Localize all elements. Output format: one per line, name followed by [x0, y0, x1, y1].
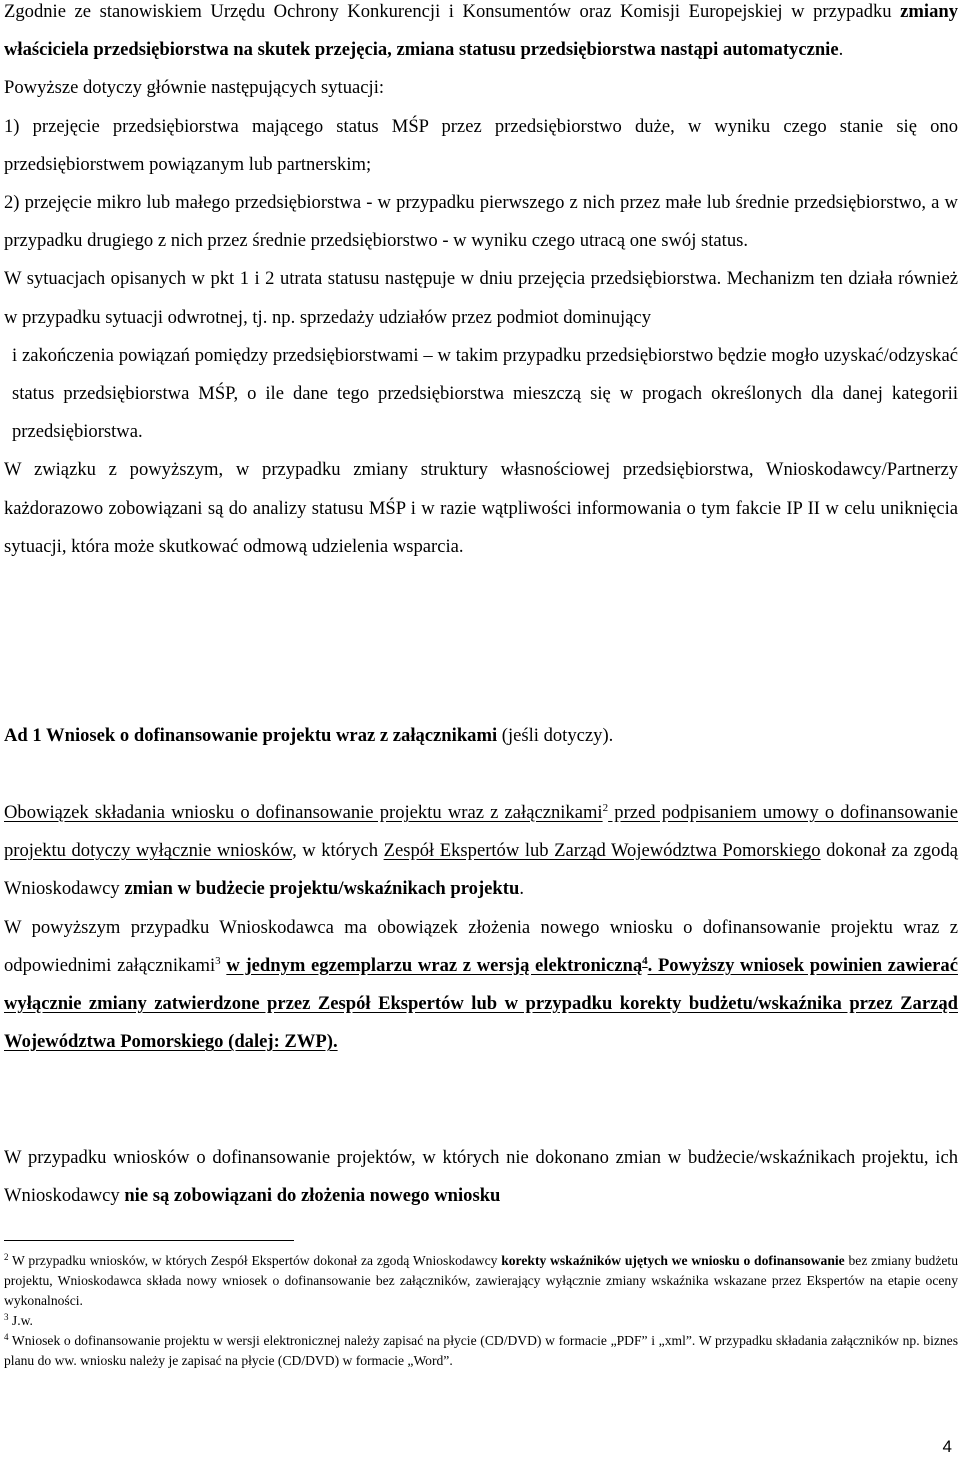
paragraph-new-application [4, 909, 958, 1062]
bold-underlined-text-run: . Powyższy wniosek powinien zawierać wyłącznie zmiany zatwierdzone przez Zespół Ekspertów lub w przypadku korekty budżetu/wskaźnika przez Zarząd Województwa Pomorskiego (dalej: ZWP). [4, 954, 958, 1053]
paragraph-no-change [4, 1139, 958, 1215]
section-body [4, 794, 958, 1061]
paragraph-ownership-change: W związku z powyższym, w przypadku zmiany struktury własnościowej przedsiębiorstwa, Wnioskodawcy/Partnerzy każdorazowo zobowiązani są do analizy statusu MŚP i w razie wątpliwości informowania o tym fakcie IP II w celu uniknięcia sytuacji, która może skutkować odmową udzielenia wsparcia. [4, 459, 958, 557]
page-number: 4 [942, 1437, 952, 1456]
footnote-ref-4: 4 [642, 954, 648, 967]
footnote-number: 4 [4, 1332, 9, 1342]
heading-bold-text: Ad 1 Wniosek o dofinansowanie projektu wraz z załącznikami [4, 725, 498, 746]
paragraph-situations-intro: Powyższe dotyczy głównie następujących sytuacji: [4, 77, 385, 99]
footnotes [4, 1251, 958, 1371]
bold-underlined-text-run: w jednym egzemplarzu wraz z wersją elektroniczną [226, 954, 643, 976]
footnote-separator [4, 1240, 294, 1241]
section-heading [4, 717, 958, 755]
text-run: bez zmiany budżetu projektu, Wnioskodawca składa nowy wniosek o dofinansowanie bez załączników, zawierający wyłącznie zmiany wskaźnika wskazane przez Ekspertów na etapie oceny wykonalności. [4, 1253, 958, 1308]
footnote-ref-3: 3 [215, 954, 221, 967]
bold-text-run: korekty wskaźników ujętych we wniosku o dofinansowanie [501, 1253, 845, 1268]
text-run: dokonał za zgodą Wnioskodawcy [4, 840, 958, 900]
text-run: J.w. [8, 1313, 33, 1328]
paragraph-situation-1: 1) przejęcie przedsiębiorstwa mającego status MŚP przez przedsiębiorstwo duże, w wyniku czego stanie się ono przedsiębiorstwem powiązanym lub partnerskim; [4, 115, 958, 175]
paragraph-obligation [4, 794, 958, 909]
section-body-continued [4, 1139, 958, 1215]
text-run: Zgodnie ze stanowiskiem Urzędu Ochrony Konkurencji i Konsumentów oraz Komisji Europejskiej w przypadku [4, 1, 901, 22]
text-run: , w których [292, 840, 384, 862]
text-run: W przypadku wniosków, w których Zespół Ekspertów dokonał za zgodą Wnioskodawcy [8, 1253, 502, 1268]
main-text [4, 0, 958, 566]
paragraph-status-loss: W sytuacjach opisanych w pkt 1 i 2 utrata statusu następuje w dniu przejęcia przedsiębiorstwa. Mechanizm ten działa również w przypadku sytuacji odwrotnej, tj. np. sprzedaży udziałów przez podmiot dominujący [4, 268, 958, 328]
text-run: W przypadku wniosków o dofinansowanie projektów, w których nie dokonano zmian w budżecie/wskaźnikach projektu, ich Wnioskodawcy [4, 1147, 958, 1207]
footnote-number: 3 [4, 1312, 9, 1322]
text-run: . [838, 39, 844, 61]
underlined-text-run: Zespół Ekspertów lub Zarząd Województwa Pomorskiego [383, 840, 821, 862]
paragraph-takeover-status [4, 0, 958, 69]
footnote-4 [4, 1331, 958, 1371]
footnote-2 [4, 1251, 958, 1311]
footnote-number: 2 [4, 1252, 9, 1262]
text-run: . [519, 878, 524, 900]
text-run: Wniosek o dofinansowanie projektu w wersji elektronicznej należy zapisać na płycie (CD/DVD) w formacie „PDF” i „xml”. W przypadku składania załączników np. biznes planu do ww. wniosku należy je zapisać na płycie (CD/DVD) w formacie „Word”. [4, 1333, 958, 1368]
underlined-text-run: Obowiązek składania wniosku o dofinansowanie projektu wraz z załącznikami [4, 802, 603, 823]
text-run: W powyższym przypadku Wnioskodawca ma obowiązek złożenia nowego wniosku o dofinansowanie projektu wraz z odpowiednimi załącznikami [4, 916, 958, 976]
bold-text-run: zmiany właściciela przedsiębiorstwa na skutek przejęcia, zmiana statusu przedsiębiorstwa nastąpi automatycznie [4, 1, 958, 61]
bold-text-run: nie są zobowiązani do złożenia nowego wniosku [124, 1185, 501, 1207]
paragraph-status-regain: i zakończenia powiązań pomiędzy przedsiębiorstwami – w takim przypadku przedsiębiorstwo będzie mogło uzyskać/odzyskać status przedsiębiorstwa MŚP, o ile dane tego przedsiębiorstwa mieszczą się w progach określonych dla danej kategorii przedsiębiorstwa. [12, 344, 958, 443]
footnote-3 [4, 1311, 958, 1331]
bold-text-run: zmian w budżecie projektu/wskaźnikach projektu [124, 878, 520, 900]
footnote-ref-2: 2 [602, 802, 609, 814]
underlined-text-run: przed podpisaniem umowy o dofinansowanie projektu dotyczy wyłącznie wniosków [4, 802, 959, 862]
heading-normal-text: (jeśli dotyczy). [497, 725, 614, 746]
paragraph-situation-2: 2) przejęcie mikro lub małego przedsiębiorstwa - w przypadku pierwszego z nich przez małe lub średnie przedsiębiorstwo, a w przypadku drugiego z nich przez średnie przedsiębiorstwo - w wyniku czego utracą one swój status. [4, 192, 958, 252]
